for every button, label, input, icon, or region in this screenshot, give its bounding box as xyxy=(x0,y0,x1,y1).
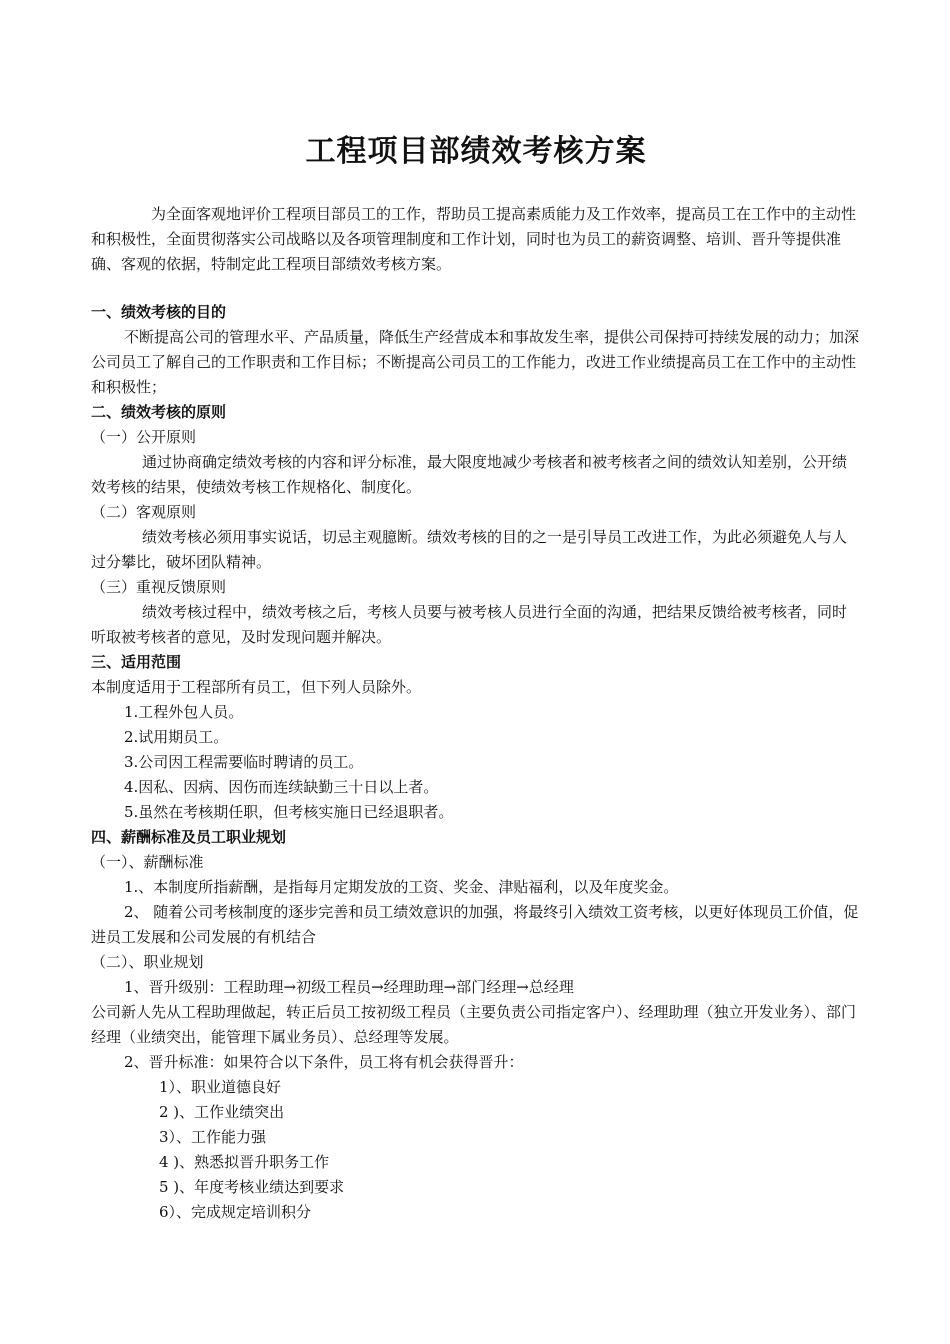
spacer xyxy=(91,277,861,300)
exclusion-item: 1.工程外包人员。 xyxy=(124,703,244,721)
salary-item-2: 2、 随着公司考核制度的逐步完善和员工绩效意识的加强，将最终引入绩效工资考核，以更好体现员工价值，促进员工发展和公司发展的有机结合 xyxy=(91,903,859,946)
exclusion-item: 5.虽然在考核期任职，但考核实施日已经退职者。 xyxy=(124,803,454,821)
criteria-item: 5 )、年度考核业绩达到要求 xyxy=(159,1178,345,1196)
principle-3-title: （三）重视反馈原则 xyxy=(91,578,227,596)
intro-paragraph: 为全面客观地评价工程项目部员工的工作，帮助员工提高素质能力及工作效率，提高员工在工作中的主动性和积极性，全面贯彻落实公司战略以及各项管理制度和工作计划，同时也为员工的薪资调整、培训、晋升等提供准确、客观的依据，特制定此工程项目部绩效考核方案。 xyxy=(91,205,857,273)
criteria-item: 6）、完成规定培训积分 xyxy=(159,1203,312,1221)
section-1-text: 不断提高公司的管理水平、产品质量，降低生产经营成本和事故发生率，提供公司保持可持续发展的动力；加深公司员工了解自己的工作职责和工作目标；不断提高公司员工的工作能力，改进工作业绩提高员工在工作中的主动性和积极性； xyxy=(91,328,860,396)
document-body xyxy=(91,202,861,1225)
promotion-criteria-intro: 2、晋升标准：如果符合以下条件，员工将有机会获得晋升： xyxy=(124,1053,524,1071)
section-1-heading: 一、绩效考核的目的 xyxy=(91,303,227,321)
criteria-item: 4 )、熟悉拟晋升职务工作 xyxy=(159,1153,330,1171)
criteria-item: 2 )、工作业绩突出 xyxy=(159,1103,285,1121)
criteria-item: 1）、职业道德良好 xyxy=(159,1078,282,1096)
exclusion-item: 3.公司因工程需要临时聘请的员工。 xyxy=(124,753,364,771)
criteria-item: 3）、工作能力强 xyxy=(159,1128,267,1146)
section-3-text: 本制度适用于工程部所有员工，但下列人员除外。 xyxy=(91,678,422,696)
exclusion-item: 2.试用期员工。 xyxy=(124,728,229,746)
career-plan-title: （二）、职业规划 xyxy=(91,953,204,971)
exclusion-item: 4.因私、因病、因伤而连续缺勤三十日以上者。 xyxy=(124,778,439,796)
document-title: 工程项目部绩效考核方案 xyxy=(305,134,647,169)
section-4-heading: 四、薪酬标准及员工职业规划 xyxy=(91,828,287,846)
section-3-heading: 三、适用范围 xyxy=(91,653,182,671)
principle-3-text: 绩效考核过程中，绩效考核之后，考核人员要与被考核人员进行全面的沟通，把结果反馈给被考核者，同时听取被考核者的意见，及时发现问题并解决。 xyxy=(91,603,848,646)
principle-1-text: 通过协商确定绩效考核的内容和评分标准，最大限度地减少考核者和被考核者之间的绩效认知差别，公开绩效考核的结果，使绩效考核工作规格化、制度化。 xyxy=(91,453,848,496)
section-2-heading: 二、绩效考核的原则 xyxy=(91,403,227,421)
salary-standard-title: （一）、薪酬标准 xyxy=(91,853,204,871)
principle-2-title: （二）客观原则 xyxy=(91,503,197,521)
principle-2-text: 绩效考核必须用事实说话，切忌主观臆断。绩效考核的目的之一是引导员工改进工作，为此必须避免人与人过分攀比，破坏团队精神。 xyxy=(91,528,848,571)
salary-item-1: 1.、本制度所指薪酬，是指每月定期发放的工资、奖金、津贴福利，以及年度奖金。 xyxy=(124,878,679,896)
promotion-levels: 1、晋升级别：工程助理→初级工程员→经理助理→部门经理→总经理 xyxy=(124,978,574,996)
promotion-path-text: 公司新人先从工程助理做起，转正后员工按初级工程员（主要负责公司指定客户）、经理助理（独立开发业务）、部门经理（业绩突出，能管理下属业务员）、总经理等发展。 xyxy=(91,1003,857,1046)
principle-1-title: （一）公开原则 xyxy=(91,428,197,446)
